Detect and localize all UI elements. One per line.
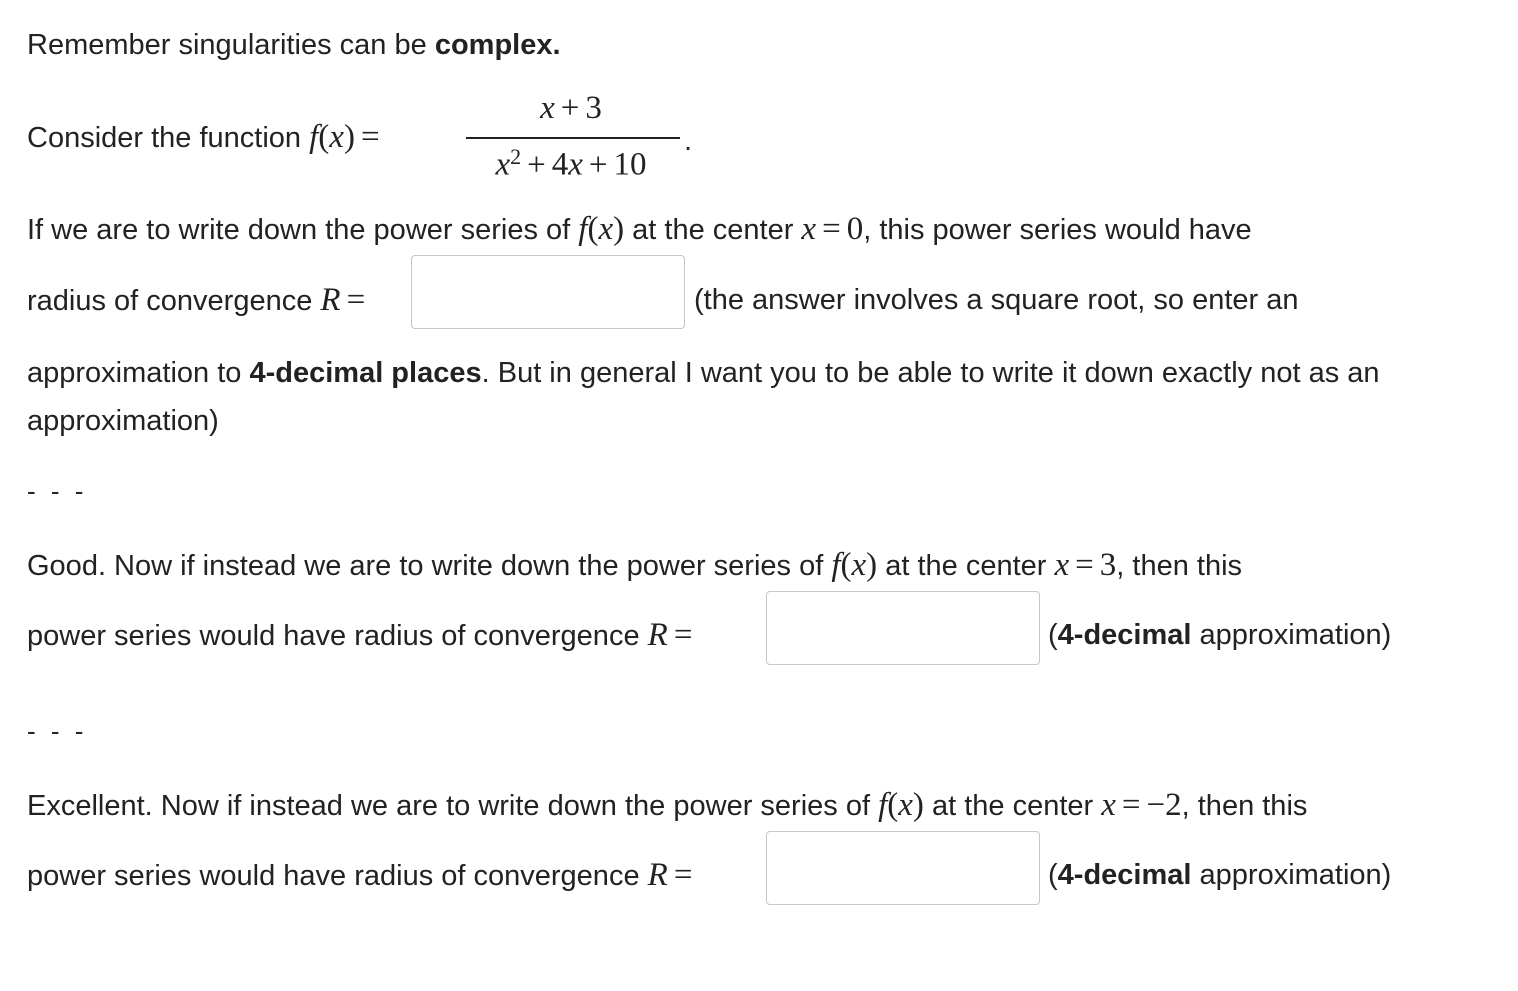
q1-line-2: radius of convergence R = [27,282,366,318]
q3-line-2: power series would have radius of convergence R = [27,857,693,893]
fraction-bar [466,137,680,139]
q2-line-2: power series would have radius of convergence R = [27,617,693,653]
separator: - - - [27,716,88,746]
intro-bold: complex. [434,29,561,61]
q1-after-box-text: (the answer involves a square root, so enter an [694,284,1299,316]
separator: - - - [27,476,88,506]
q1-line-4: approximation) [27,405,219,437]
fraction-numerator: x + 3 [540,90,602,126]
q2-after-box-text: (4-decimal approximation) [1048,619,1392,651]
q3-after-box-text: (4-decimal approximation) [1048,859,1392,891]
fraction [462,88,680,188]
intro-text [27,25,561,65]
q1-line-1: If we are to write down the power series of f(x) at the center x = 0, this power series would have [27,211,1252,247]
q2-answer-input[interactable] [766,591,1040,665]
fraction-denominator: $x^2 + 4x + 10$ [495,144,647,183]
function-name: f [309,119,319,155]
q3-line-1: Excellent. Now if instead we are to write down the power series of f(x) at the center x = −2, then this [27,787,1308,823]
consider-text: Consider the function [27,122,310,154]
q2-line-1: Good. Now if instead we are to write down the power series of f(x) at the center x = 3, then this [27,547,1243,583]
q2-center-value: 3 [1099,547,1117,583]
q3-answer-input[interactable] [766,831,1040,905]
q1-answer-input[interactable] [411,255,685,329]
q3-center-value: −2 [1146,787,1182,823]
function-var: x [329,119,344,155]
fraction-period: . [684,125,693,157]
q1-center-value: 0 [846,211,864,247]
q1-line-3: approximation to 4-decimal places. But in general I want you to be able to write it down exactly not as an [27,357,1380,389]
intro-prefix: Remember singularities can be [27,29,435,61]
function-definition: Consider the function f(x) = [27,119,380,155]
